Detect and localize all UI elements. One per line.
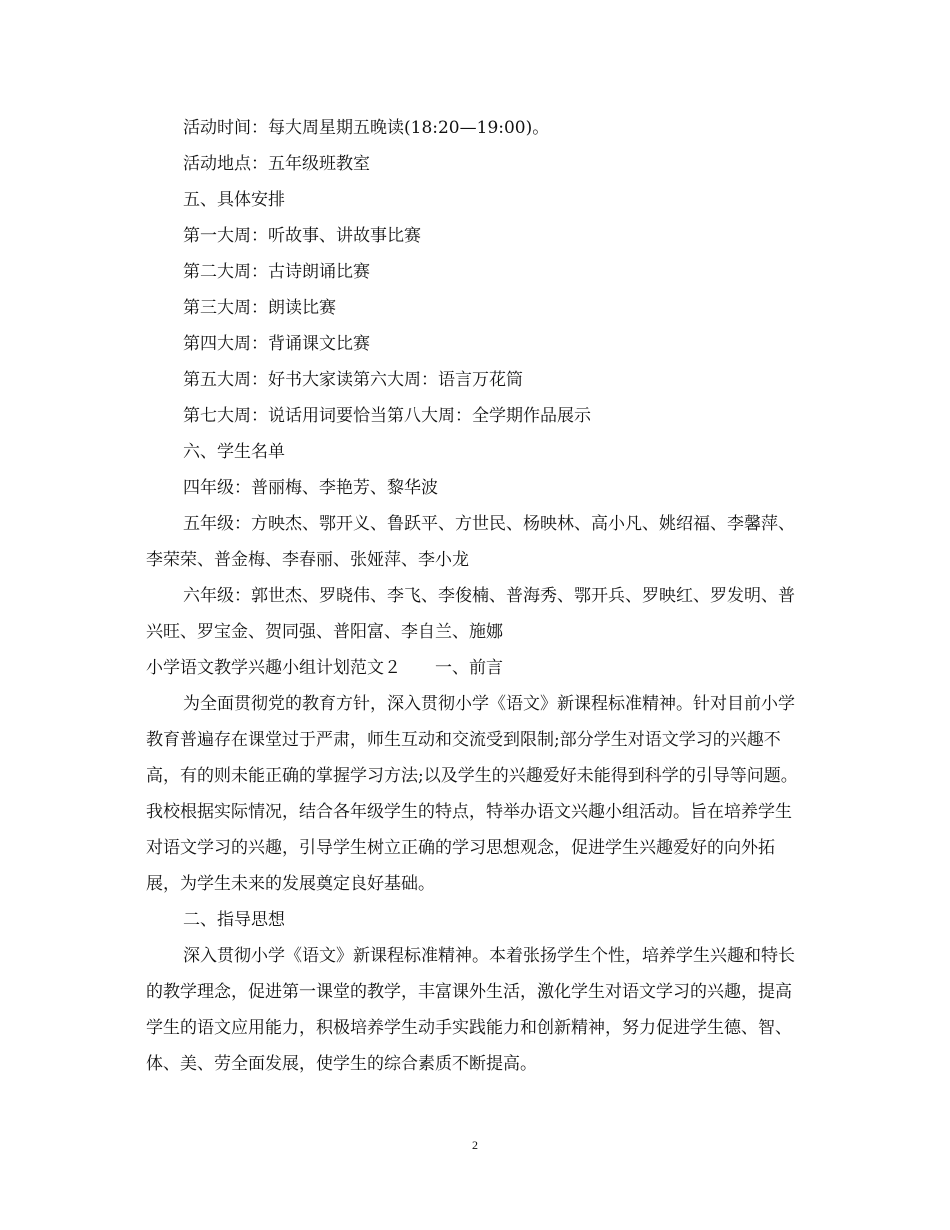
- paragraph-grade-5: 五年级：方映杰、鄂开义、鲁跃平、方世民、杨映林、高小凡、姚绍福、李馨萍、李荣荣、普金梅、李春丽、张娅萍、李小龙: [146, 514, 795, 570]
- heading-arrangement: 五、具体安排: [183, 190, 285, 210]
- paragraph-activity-location: 活动地点：五年级班教室: [183, 154, 370, 174]
- heading-guiding-thought: 二、指导思想: [183, 910, 285, 930]
- page-number: 2: [472, 1138, 478, 1152]
- document-body: [146, 110, 802, 1082]
- paragraph-week-1: 第一大周：听故事、讲故事比赛: [183, 226, 421, 246]
- paragraph-grade-6: 六年级：郭世杰、罗晓伟、李飞、李俊楠、普海秀、鄂开兵、罗映红、罗发明、普兴旺、罗宝金、贺同强、普阳富、李自兰、施娜: [146, 586, 795, 642]
- paragraph-week-3: 第三大周：朗读比赛: [183, 298, 336, 318]
- paragraph-week-2: 第二大周：古诗朗诵比赛: [183, 262, 370, 282]
- heading-student-list: 六、学生名单: [183, 442, 285, 462]
- paragraph-week-7-8: 第七大周：说话用词要恰当第八大周：全学期作品展示: [183, 406, 591, 426]
- paragraph-grade-4: 四年级：普丽梅、李艳芳、黎华波: [183, 478, 438, 498]
- paragraph-guiding-thought: 深入贯彻小学《语文》新课程标准精神。本着张扬学生个性，培养学生兴趣和特长的教学理念，促进第一课堂的教学，丰富课外生活，激化学生对语文学习的兴趣，提高学生的语文应用能力，积极培养学生动手实践能力和创新精神，努力促进学生德、智、体、美、劳全面发展，使学生的综合素质不断提高。: [146, 946, 795, 1074]
- paragraph-week-4: 第四大周：背诵课文比赛: [183, 334, 370, 354]
- paragraph-activity-time: 活动时间：每大周星期五晚读(18:20—19:00)。: [183, 118, 550, 138]
- paragraph-preface: 为全面贯彻党的教育方针，深入贯彻小学《语文》新课程标准精神。针对目前小学教育普遍存在课堂过于严肃，师生互动和交流受到限制;部分学生对语文学习的兴趣不高，有的则未能正确的掌握学习方法;以及学生的兴趣爱好未能得到科学的引导等问题。我校根据实际情况，结合各年级学生的特点，特举办语文兴趣小组活动。旨在培养学生对语文学习的兴趣，引导学生树立正确的学习思想观念，促进学生兴趣爱好的向外拓展，为学生未来的发展奠定良好基础。: [146, 694, 798, 894]
- paragraph-week-5-6: 第五大周：好书大家读第六大周：语言万花筒: [183, 370, 523, 390]
- heading-article-2: 小学语文教学兴趣小组计划范文２ 一、前言: [146, 658, 503, 678]
